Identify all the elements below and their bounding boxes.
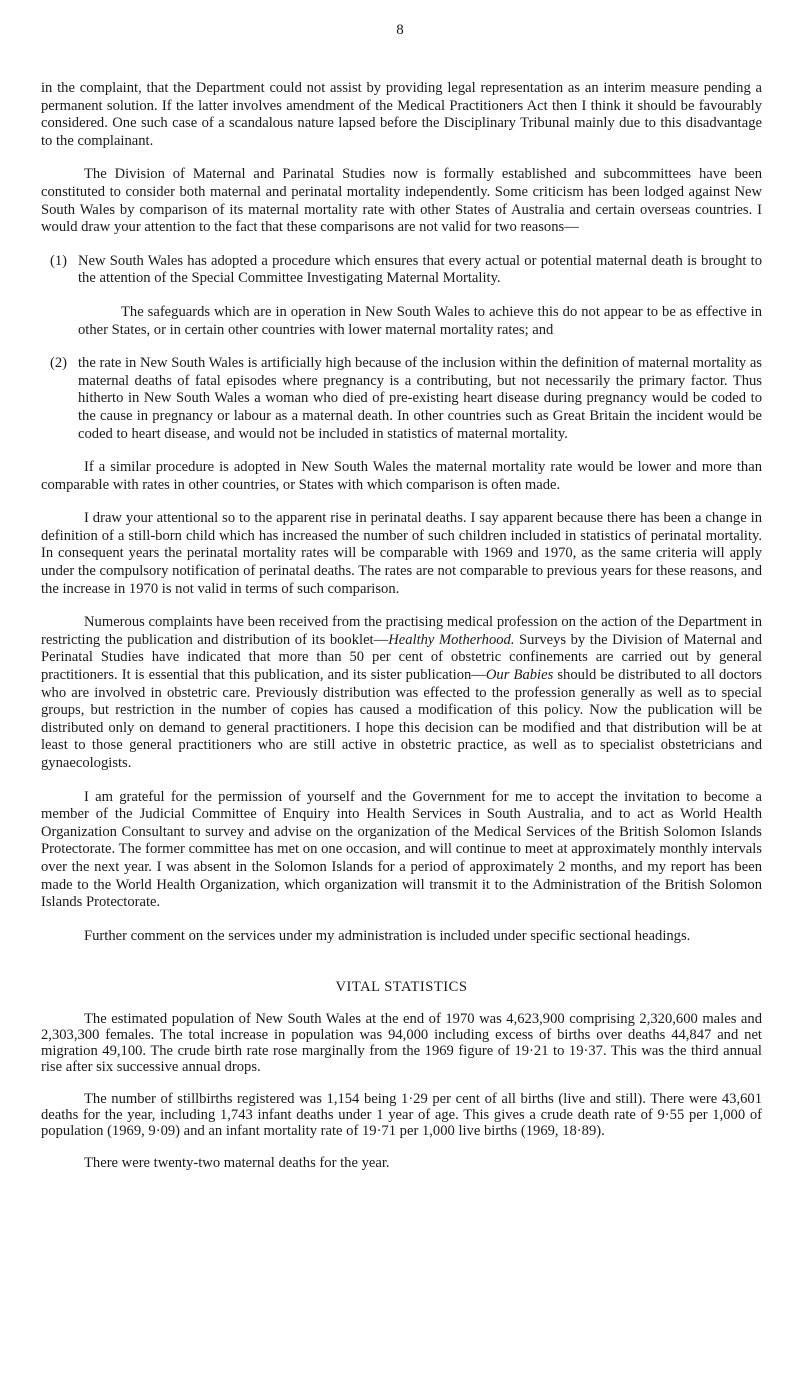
- reason-item-1: [41, 253, 762, 288]
- booklet-title-our-babies: Our Babies: [485, 667, 554, 684]
- page-number: 8: [396, 22, 404, 38]
- reason-text-2: the rate in New South Wales is artificially high because of the inclusion within the definition of maternal mortality as maternal deaths of fatal episodes where pregnancy is a contributing, but not necessarily the primary factor. Thus hitherto in New South Wales a woman who died of pre-existing heart disease during pregnancy would be coded to the cause in pregnancy or labour as a maternal death. In other countries such as Great Britain the incident would be coded to heart disease, and would not be included in statistics of maternal mortality.: [78, 355, 762, 442]
- section-heading-vital-statistics: VITAL STATISTICS: [335, 979, 468, 996]
- paragraph-stillbirths: The number of stillbirths registered was 1,154 being 1·29 per cent of all births (live and still). There were 43,601 deaths for the year, including 1,743 infant deaths under 1 year of age. This gives a crude death rate of 9·55 per 1,000 of population (1969, 9·09) and an infant mortality rate of 19·71 per 1,000 live births (1969, 18·89).: [41, 1090, 762, 1139]
- paragraph-division: The Division of Maternal and Parinatal Studies now is formally established and subcommittees have been constituted to consider both maternal and perinatal mortality independently. Some criticism has been lodged against New South Wales by comparison of its maternal mortality rate with other States of Australia and certain overseas countries. I would draw your attention to the fact that these comparisons are not valid for two reasons—: [41, 166, 762, 236]
- reason-subparagraph-1: The safeguards which are in operation in New South Wales to achieve this do not appear to be as effective in other States, or in certain other countries with lower maternal mortality rates; and: [78, 303, 762, 338]
- booklet-title-healthy-motherhood: Healthy Motherhood.: [388, 631, 515, 648]
- paragraph-committee: I am grateful for the permission of yourself and the Government for me to accept the invitation to become a member of the Judicial Committee of Enquiry into Health Services in South Australia, and to act as World Health Organization Consultant to survey and advise on the organization of the Medical Services of the British Solomon Islands Protectorate. The former committee has met on one occasion, and will continue to meet at approximately monthly intervals over the next year. I was absent in the Solomon Islands for a period of approximately 2 months, and my report has been made to the World Health Organization, which organization will transmit it to the Administration of the British Solomon Islands Protectorate.: [41, 788, 762, 911]
- reason-item-2: [41, 355, 762, 443]
- paragraph-further-comment: Further comment on the services under my administration is included under specific sectional headings.: [84, 927, 691, 944]
- paragraph-similar-procedure: If a similar procedure is adopted in New South Wales the maternal mortality rate would be lower and more than comparable with rates in other countries, or States with which comparison is often made.: [41, 459, 762, 493]
- paragraph-complaint: in the complaint, that the Department could not assist by providing legal representation as an interim measure pending a permanent solution. If the latter involves amendment of the Medical Practitioners Act then I think it should be favourably considered. One such case of a scandalous nature lapsed before the Disciplinary Tribunal mainly due to this disadvantage to the complainant.: [41, 80, 762, 149]
- reason-number-1: (1): [50, 252, 68, 269]
- paragraph-publications: [41, 614, 762, 772]
- paragraph-maternal-deaths: There were twenty-two maternal deaths for the year.: [84, 1154, 390, 1171]
- reason-number-2: (2): [50, 355, 68, 372]
- reason-text-1: New South Wales has adopted a procedure which ensures that every actual or potential maternal death is brought to the attention of the Special Committee Investigating Maternal Mortality.: [78, 252, 762, 287]
- document-body: [41, 80, 762, 1189]
- paragraph-population: The estimated population of New South Wales at the end of 1970 was 4,623,900 comprising 2,320,600 males and 2,303,300 females. The total increase in population was 94,000 including excess of births over deaths 44,847 and net migration 49,100. The crude birth rate rose marginally from the 1969 figure of 19·21 to 19·37. This was the third annual rise after six successive annual drops.: [41, 1010, 762, 1075]
- publications-text-c: should be distributed to all doctors who are involved in obstetric care. Previously distribution was effected to the profession generally as well as to special groups, but restriction in the number of copies has caused a modification of this policy. Now the publication will be distributed only on demand to general practitioners. I hope this decision can be modified and that distribution will be at least to those general practitioners who are still active in obstetric practice, as well as to specialist obstetricians and gynaecologists.: [41, 667, 762, 771]
- publications-text-a: Numerous complaints have been received from the practising medical profession on the action of the Department in restricting the publication and distribution of its booklet—: [41, 614, 762, 648]
- paragraph-perinatal: I draw your attentional so to the apparent rise in perinatal deaths. I say apparent because there has been a change in definition of a still-born child which has increased the number of such children included in statistics of perinatal mortality. In consequent years the perinatal mortality rates will be comparable with 1969 and 1970, as the same criteria will apply under the compulsory notification of perinatal deaths. The rates are not comparable to previous years for these reasons, and the increase in 1970 is not valid in terms of such comparison.: [41, 510, 762, 597]
- publications-text-b: Surveys by the Division of Maternal and Perinatal Studies have indicated that more than 50 per cent of obstetric confinements are carried out by general practitioners. It is essential that this publication, and its sister publication—: [41, 631, 762, 684]
